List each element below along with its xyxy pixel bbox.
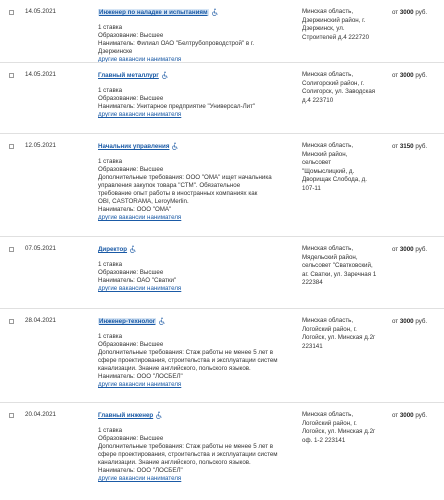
location-line: Логойск, ул. Минская д.2г [302,334,376,342]
requirements-line: канализации. Знание английского, польского языков. [98,365,251,372]
vacancy-education: Образование: Высшее [98,166,164,173]
vacancy-title-link[interactable]: Инженер по наладке и испытаниям [99,9,208,16]
wheelchair-accessible-icon [171,142,179,150]
requirements-line: Дополнительные требования: ООО "ОМА" ищет начальника [98,174,272,181]
location-line: Минская область, [302,71,354,78]
wheelchair-accessible-icon [161,71,169,79]
vacancy-date: 14.05.2021 [25,8,56,15]
wheelchair-accessible-icon [129,245,137,253]
other-vacancies-link[interactable]: другие вакансии нанимателя [98,56,182,63]
location-line: Минский район, [302,150,348,158]
salary-currency: руб. [413,412,428,419]
select-vacancy-checkbox[interactable] [9,247,14,252]
location-line: Строителей д.4 222720 [302,33,370,41]
vacancy-row [0,62,444,133]
vacancy-details [98,142,293,222]
vacancy-rate: 1 ставка [98,261,123,268]
other-vacancies-link[interactable]: другие вакансии нанимателя [98,285,182,292]
vacancy-details [98,245,293,293]
vacancy-details [98,411,293,483]
wheelchair-accessible-icon [158,317,166,325]
location-line: 222384 [302,279,323,287]
salary-currency: руб. [413,318,428,325]
employer-line: Наниматель: ООО "ЛОСБЕЛ" [98,467,183,474]
employer-line: Наниматель: ООО "ЛОСБЕЛ" [98,373,183,380]
salary-from-label: от [392,72,400,79]
vacancy-row [0,0,444,62]
salary-amount: 3000 [399,72,414,79]
vacancy-education: Образование: Высшее [98,341,164,348]
vacancy-requirements [98,349,293,373]
wheelchair-accessible-icon [155,411,163,419]
salary-amount: 3000 [399,318,414,325]
vacancy-details [98,8,293,64]
requirements-line: сфере проектирования, строительства и эксплуатации систем [98,357,278,364]
location-line: Дзержинск, ул. [302,25,345,33]
vacancy-title-line [98,317,293,326]
location-line: Минская область, [302,8,354,15]
location-line: Солигорский район, г. [302,79,365,87]
vacancy-title-line [98,411,293,420]
location-line: Логойск, ул. Минская д.2г [302,428,376,436]
vacancy-rate: 1 ставка [98,158,123,165]
vacancy-details [98,317,293,389]
vacancy-date: 20.04.2021 [25,411,56,418]
employer-line: Наниматель: Филиал ОАО "Белтрубопроводстрой" в г. [98,40,255,47]
vacancy-requirements [98,174,293,206]
select-vacancy-checkbox[interactable] [9,413,14,418]
vacancy-employer [98,206,293,214]
select-vacancy-checkbox[interactable] [9,10,14,15]
vacancy-salary [392,8,427,17]
requirements-line: OBI, CASTORAMA, LeroyMerlin. [98,198,189,205]
requirements-line: канализации. Знание английского, польского языков. [98,459,251,466]
requirements-line: требование опыт работы в иностранных компаниях как [98,190,258,197]
vacancy-details [98,71,293,119]
vacancy-title-line [98,71,293,80]
salary-from-label: от [392,9,400,16]
vacancy-location [302,317,392,351]
vacancy-date: 14.05.2021 [25,71,56,78]
location-line: Минская область, [302,411,354,418]
location-line: Логойский район, г. [302,325,357,333]
employer-line: Дзержинске [98,48,133,55]
salary-amount: 3150 [399,143,414,150]
vacancy-salary [392,411,427,420]
vacancy-salary [392,317,427,326]
vacancy-rate: 1 ставка [98,333,123,340]
vacancy-employer [98,277,293,285]
vacancy-location [302,245,392,288]
requirements-line: Дополнительные требования: Стаж работы не менее 5 лет в [98,349,274,356]
salary-currency: руб. [413,72,428,79]
location-line: Солигорск, ул. Заводская [302,88,376,96]
requirements-line: управления закупок товара "СТМ". Обязательное [98,182,241,189]
vacancy-title-link[interactable]: Инженер-технолог [99,318,156,325]
salary-from-label: от [392,246,400,253]
salary-amount: 3000 [399,412,414,419]
other-vacancies-link[interactable]: другие вакансии нанимателя [98,381,182,388]
vacancy-location [302,411,392,445]
vacancy-rate: 1 ставка [98,87,123,94]
location-line: д.4 223710 [302,96,334,104]
vacancy-location [302,8,392,42]
vacancy-row [0,308,444,402]
vacancy-row [0,402,444,500]
vacancy-employer [98,373,293,381]
vacancy-salary [392,142,427,151]
vacancy-location [302,71,392,105]
location-line: оф. 1-2 223141 [302,436,346,444]
location-line: Дзержинский район, г. [302,16,366,24]
employer-line: Наниматель: ООО "ОМА" [98,206,172,213]
vacancy-date: 07.05.2021 [25,245,56,252]
salary-currency: руб. [413,246,428,253]
vacancy-employer [98,467,293,475]
vacancy-row [0,236,444,308]
location-line: 223141 [302,342,323,350]
location-line: сельсовет [302,159,332,167]
location-line: Минская область, [302,317,354,324]
vacancy-rate: 1 ставка [98,24,123,31]
vacancy-education: Образование: Высшее [98,95,164,102]
vacancy-salary [392,245,427,254]
location-line: Минская область, [302,245,354,252]
select-vacancy-checkbox[interactable] [9,144,14,149]
vacancy-title-line [98,245,293,254]
location-line: Дворищак Слобода, д. [302,176,367,184]
vacancy-employer [98,40,293,56]
location-line: Логойский район, г. [302,419,357,427]
vacancy-date: 12.05.2021 [25,142,56,149]
salary-amount: 3000 [399,246,414,253]
requirements-line: Дополнительные требования: Стаж работы не менее 5 лет в [98,443,274,450]
vacancy-title-link[interactable]: Начальник управления [98,143,170,150]
employer-line: Наниматель: ОАО "Сватки" [98,277,177,284]
vacancy-requirements [98,443,293,467]
location-line: 107-11 [302,184,321,192]
salary-currency: руб. [413,9,428,16]
location-line: Мядельский район, [302,253,358,261]
vacancy-row [0,133,444,236]
salary-from-label: от [392,412,400,419]
salary-from-label: от [392,143,400,150]
other-vacancies-link[interactable]: другие вакансии нанимателя [98,214,182,221]
other-vacancies-link[interactable]: другие вакансии нанимателя [98,475,182,482]
other-vacancies-link[interactable]: другие вакансии нанимателя [98,111,182,118]
vacancy-education: Образование: Высшее [98,269,164,276]
location-line: сельсовет "Сватковский, [302,262,373,270]
location-line: аг. Сватки, ул. Заречная 1 [302,270,377,278]
location-line: Минская область, [302,142,354,149]
salary-currency: руб. [413,143,428,150]
vacancy-title-link[interactable]: Главный металлург [98,72,159,79]
location-line: "Щомыслицкий, д. [302,167,355,175]
vacancy-education: Образование: Высшее [98,435,164,442]
vacancy-salary [392,71,427,80]
select-vacancy-checkbox[interactable] [9,73,14,78]
vacancy-title-line [98,142,293,151]
wheelchair-accessible-icon [211,8,219,16]
vacancy-date: 28.04.2021 [25,317,56,324]
vacancy-title-link[interactable]: Директор [98,246,128,253]
vacancy-employer [98,103,293,111]
vacancy-title-link[interactable]: Главный инженер [98,412,154,419]
employer-line: Наниматель: Унитарное предприятие "Универсал-Лит" [98,103,256,110]
select-vacancy-checkbox[interactable] [9,319,14,324]
salary-amount: 3000 [399,9,414,16]
vacancy-rate: 1 ставка [98,427,123,434]
vacancy-title-line [98,8,293,17]
salary-from-label: от [392,318,400,325]
vacancy-education: Образование: Высшее [98,32,164,39]
vacancy-location [302,142,392,194]
requirements-line: сфере проектирования, строительства и эксплуатации систем [98,451,278,458]
